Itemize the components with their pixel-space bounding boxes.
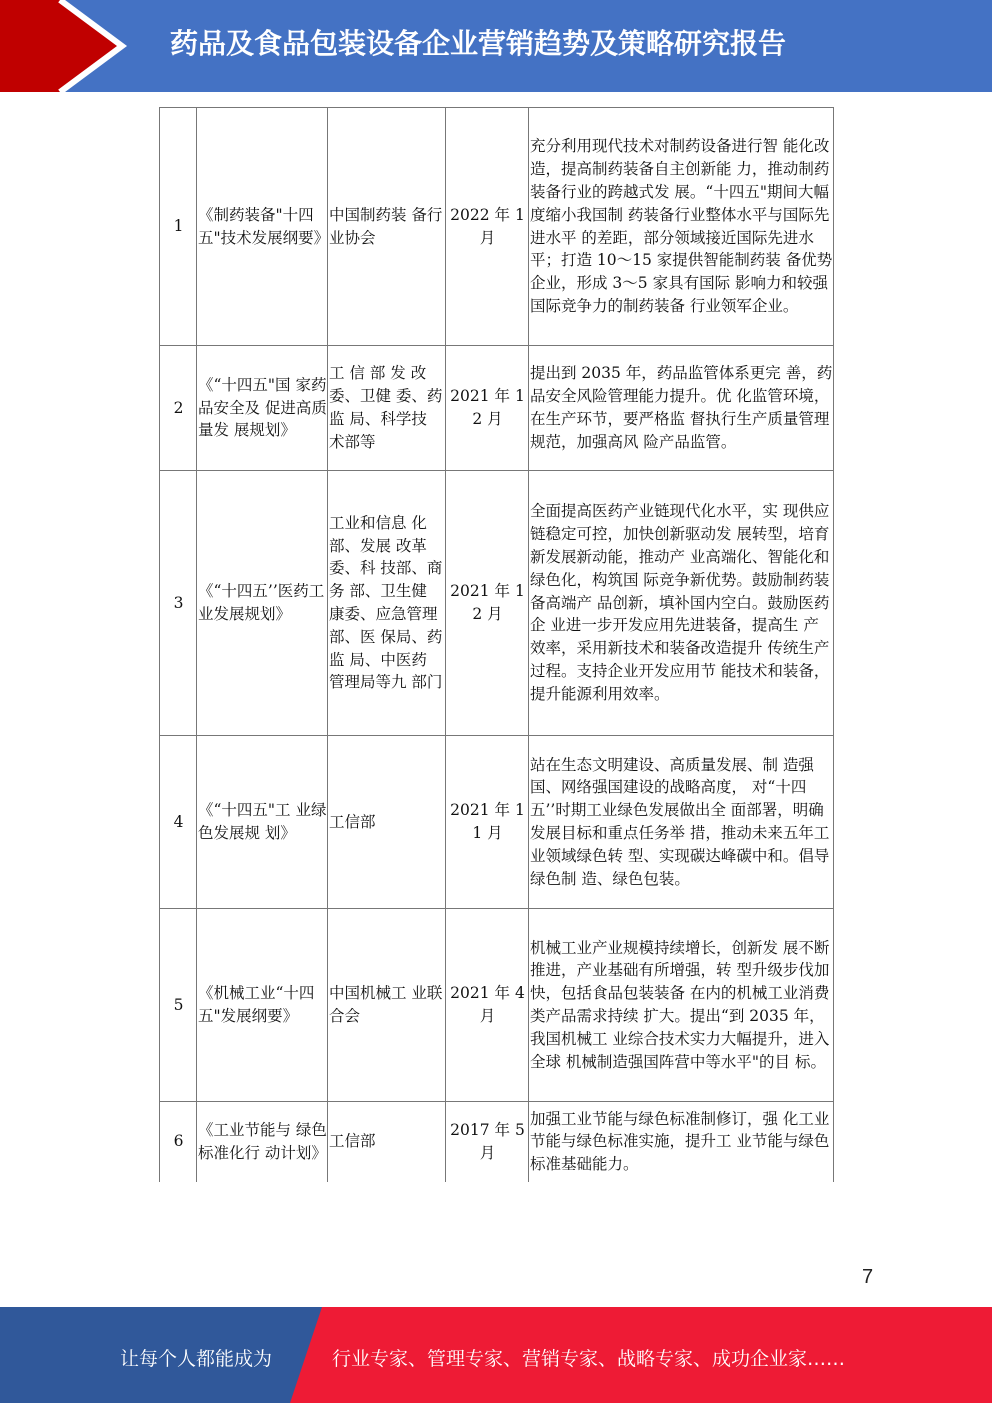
table-row	[160, 108, 834, 346]
row-number: 4	[160, 736, 197, 909]
issue-date: 2021 年 11 月	[446, 736, 529, 909]
issue-date: 2017 年 5 月	[446, 1102, 529, 1182]
table-row	[160, 346, 834, 471]
report-title: 药品及食品包装设备企业营销趋势及策略研究报告	[170, 27, 787, 60]
policy-content: 提出到 2035 年，药品监管体系更完 善，药品安全风险管理能力提升。优 化监管环境，在生产环节，要严格监 督执行生产质量管理规范，加强高风 险产品监管。	[529, 346, 834, 471]
policy-name: 《“十四五’’医药工业发展规划》	[197, 471, 328, 736]
row-number: 2	[160, 346, 197, 471]
policy-content: 充分利用现代技术对制药设备进行智 能化改造，提高制药装备自主创新能 力，推动制药装备行业的跨越式发 展。“十四五"期间大幅度缩小我国制 药装备行业整体水平与国际先进水平 的差距，部分领域接近国际先进水 平；打造 10～15 家提供智能制药装 备优势企业，形成 3～5 家具有国际 影响力和较强国际竞争力的制药装备 行业领军企业。	[529, 108, 834, 346]
chevron-decoration-icon	[0, 0, 140, 92]
policy-name: 《工业节能与 绿色标准化行 动计划》	[197, 1102, 328, 1182]
policy-table	[159, 107, 834, 1182]
policy-name: 《“十四五"国 家药品安全及 促进高质量发 展规划》	[197, 346, 328, 471]
table-row	[160, 1102, 834, 1182]
issuing-department: 工信部	[328, 736, 446, 909]
issue-date: 2021 年 12 月	[446, 471, 529, 736]
page-number: 7	[862, 1266, 874, 1288]
issue-date: 2021 年 12 月	[446, 346, 529, 471]
policy-name: 《制药装备"十四五"技术发展纲要》	[197, 108, 328, 346]
footer-slogan-left: 让每个人都能成为	[120, 1348, 273, 1370]
policy-content: 机械工业产业规模持续增长，创新发 展不断推进，产业基础有所增强，转 型升级步伐加快，包括食品包装装备 在内的机械工业消费类产品需求持续 扩大。提出“到 2035 年，我国机械工 业综合技术实力大幅提升，进入全球 机械制造强国阵营中等水平"的目 标。	[529, 909, 834, 1102]
row-number: 1	[160, 108, 197, 346]
issuing-department: 中国机械工 业联合会	[328, 909, 446, 1102]
issue-date: 2021 年 4 月	[446, 909, 529, 1102]
row-number: 6	[160, 1102, 197, 1182]
row-number: 5	[160, 909, 197, 1102]
issuing-department: 工 信 部 发 改 委、卫健 委、药监 局、科学技 术部等	[328, 346, 446, 471]
table-row	[160, 909, 834, 1102]
issuing-department: 中国制药装 备行业协会	[328, 108, 446, 346]
issue-date: 2022 年 1 月	[446, 108, 529, 346]
table-row	[160, 736, 834, 909]
page-header	[0, 0, 992, 92]
policy-name: 《“十四五"工 业绿色发展规 划》	[197, 736, 328, 909]
policy-content: 站在生态文明建设、高质量发展、制 造强国、网络强国建设的战略高度， 对“十四五’’时期工业绿色发展做出全 面部署，明确发展目标和重点任务举 措，推动未来五年工业领域绿色转 型、实现碳达峰碳中和。倡导绿色制 造、绿色包装。	[529, 736, 834, 909]
policy-name: 《机械工业“十四五"发展纲要》	[197, 909, 328, 1102]
policy-content: 全面提高医药产业链现代化水平，实 现供应链稳定可控，加快创新驱动发 展转型，培育新发展新动能，推动产 业高端化、智能化和绿色化，构筑国 际竞争新优势。鼓励制药装备高端产 品创新，填补国内空白。鼓励医药企 业进一步开发应用先进装备，提高生 产效率，采用新技术和装备改造提升 传统生产过程。支持企业开发应用节 能技术和装备，提升能源利用效率。	[529, 471, 834, 736]
issuing-department: 工信部	[328, 1102, 446, 1182]
row-number: 3	[160, 471, 197, 736]
footer-slogan-right: 行业专家、管理专家、营销专家、战略专家、成功企业家……	[332, 1348, 846, 1370]
table-row	[160, 471, 834, 736]
issuing-department: 工业和信息 化部、发展 改革委、科 技部、商务 部、卫生健 康委、应急管理部、医 保局、药监 局、中医药 管理局等九 部门	[328, 471, 446, 736]
policy-content: 加强工业节能与绿色标准制修订，强 化工业节能与绿色标准实施，提升工 业节能与绿色标准基础能力。	[529, 1102, 834, 1182]
